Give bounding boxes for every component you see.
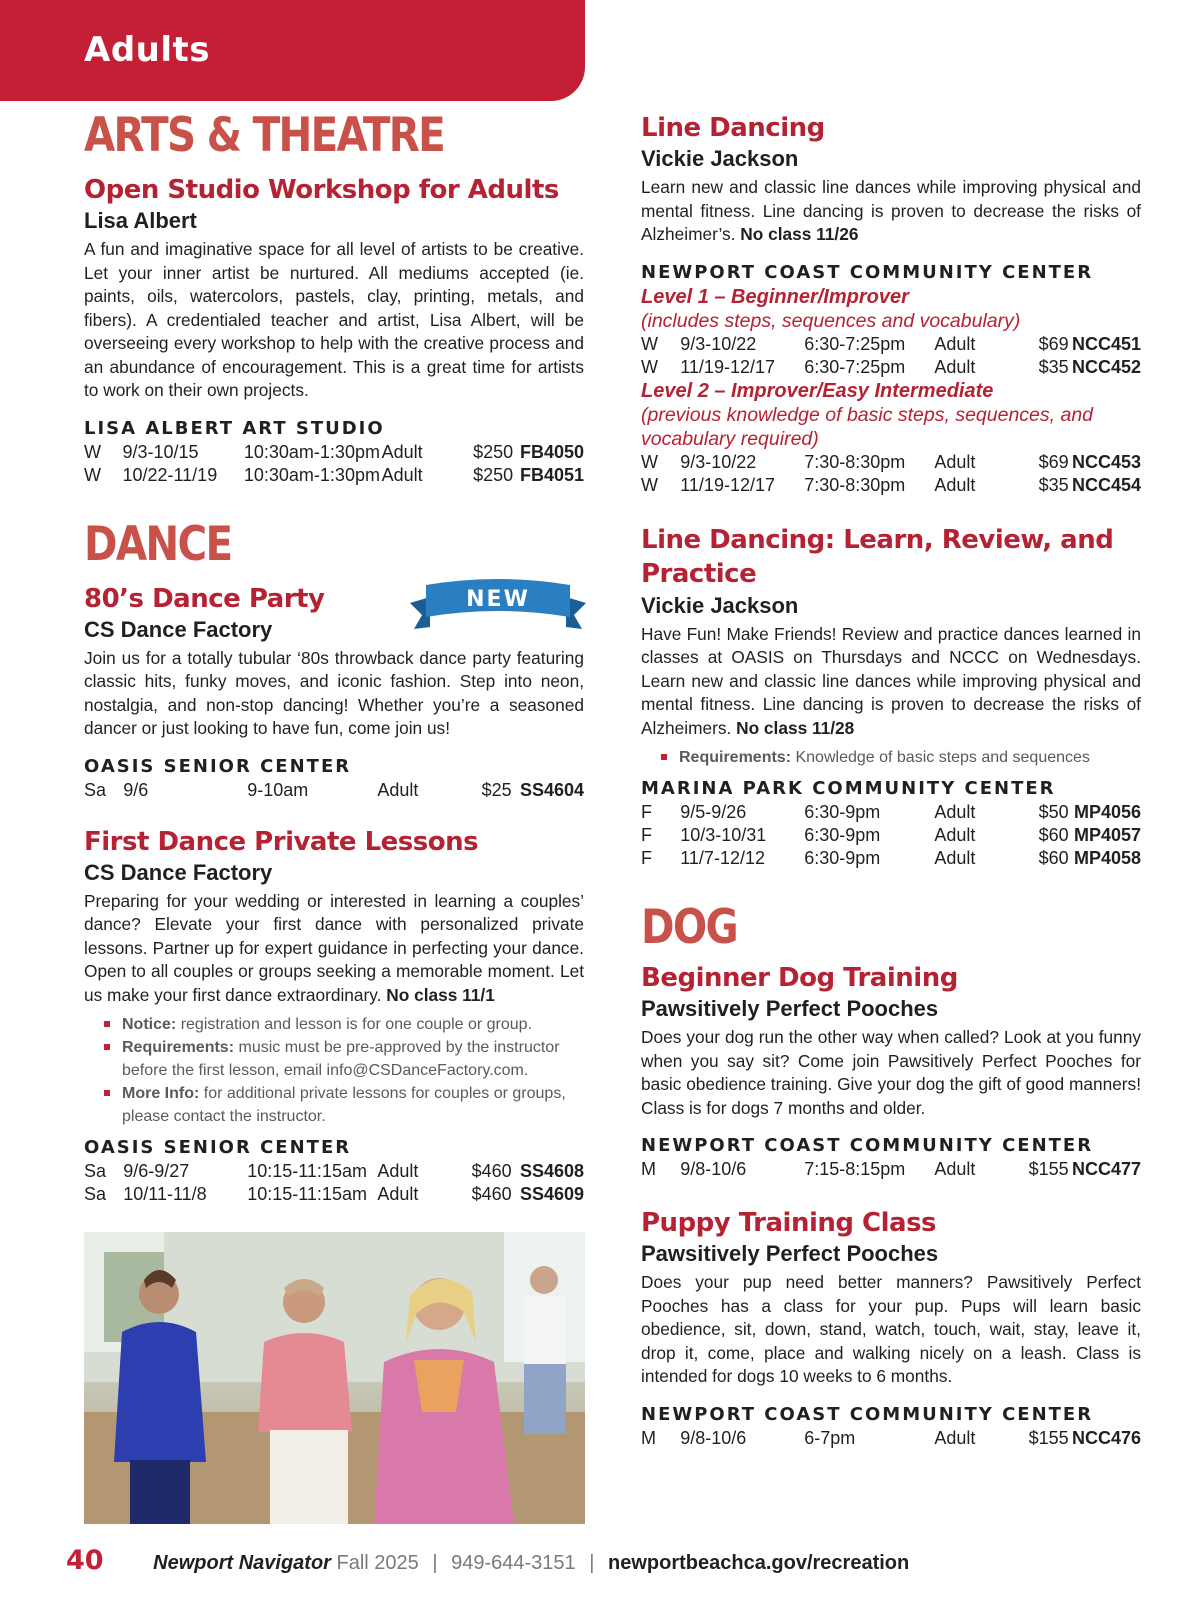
footer-separator: |	[432, 1552, 438, 1574]
course-code[interactable]: SS4609	[519, 1184, 584, 1204]
course-title: 80’s Dance Party	[84, 583, 325, 614]
page-number: 40	[66, 1545, 104, 1576]
course-code[interactable]: SS4608	[519, 1161, 584, 1181]
schedule-row	[84, 1160, 584, 1183]
dates: 11/19-12/17	[680, 474, 775, 495]
schedule-table	[84, 441, 584, 487]
course-beginner-dog-training	[641, 962, 1141, 1181]
note-label: More Info:	[122, 1085, 200, 1102]
left-column	[84, 108, 584, 1206]
course-puppy-training	[641, 1207, 1141, 1450]
course-title: First Dance Private Lessons	[84, 826, 479, 857]
list-item	[679, 746, 1141, 769]
page-footer	[66, 1545, 909, 1576]
time: 6:30-9pm	[804, 825, 881, 845]
phone-number[interactable]: 949-644-3151	[451, 1552, 576, 1574]
time: 9-10am	[247, 779, 309, 800]
course-title: Line Dancing	[641, 113, 825, 143]
no-class-note: No class 11/1	[386, 984, 495, 1005]
course-description: Does your dog run the other way when called? Look at you funny when you say sit? Come join Pawsitively Perfect Pooches for basic obedience training. Give your dog the gift of good manners! Class is for dogs 7 months and older.	[641, 1027, 1141, 1118]
age: Adult	[934, 451, 976, 472]
course-code[interactable]: MP4056	[1073, 802, 1141, 822]
dates: 9/3-10/22	[680, 451, 757, 472]
instructor-name: Vickie Jackson	[641, 146, 799, 171]
dancers-photo	[84, 1232, 585, 1524]
schedule-table	[641, 1427, 1141, 1450]
course-code[interactable]: MP4058	[1073, 848, 1141, 868]
level-note: (includes steps, sequences and vocabulary)	[641, 309, 1021, 332]
fee: $460	[471, 1161, 512, 1181]
note-text: for additional private lessons for couples or groups, please contact the instructor.	[122, 1085, 566, 1125]
day: M	[641, 1159, 656, 1179]
schedule-table	[84, 779, 584, 802]
instructor-name: Vickie Jackson	[641, 592, 799, 618]
schedule-row	[641, 801, 1141, 824]
course-description	[84, 890, 584, 1008]
dates: 11/19-12/17	[680, 356, 775, 377]
day: W	[641, 356, 658, 377]
schedule-row	[641, 824, 1141, 847]
fee: $69	[1038, 451, 1069, 472]
day: W	[641, 333, 658, 354]
time: 7:30-8:30pm	[804, 451, 906, 472]
instructor-name: Lisa Albert	[84, 208, 197, 233]
location-name: LISA ALBERT ART STUDIO	[84, 417, 385, 439]
level-title: Level 1 – Beginner/Improver	[641, 285, 909, 308]
fee: $25	[481, 779, 512, 800]
website-link[interactable]: newportbeachca.gov/recreation	[608, 1552, 910, 1574]
schedule-row	[641, 451, 1141, 474]
time: 10:15-11:15am	[247, 1161, 367, 1181]
schedule-row	[84, 441, 584, 464]
age: Adult	[377, 779, 419, 800]
time: 6-7pm	[804, 1427, 856, 1448]
location-name: NEWPORT COAST COMMUNITY CENTER	[641, 1135, 1094, 1156]
course-line-dancing-review	[641, 523, 1141, 871]
age: Adult	[934, 356, 976, 377]
day: W	[84, 464, 101, 485]
time: 10:15-11:15am	[247, 1184, 367, 1204]
schedule-table	[641, 801, 1141, 870]
fee: $35	[1038, 474, 1069, 495]
dates: 9/3-10/15	[122, 441, 199, 462]
course-code[interactable]: FB4051	[519, 464, 584, 485]
list-item	[122, 1013, 584, 1036]
age: Adult	[934, 802, 976, 822]
dancers-photo-graphic	[84, 1232, 585, 1524]
dates: 9/6-9/27	[123, 1161, 190, 1181]
age: Adult	[377, 1184, 419, 1204]
description-text: Learn new and classic line dances while improving physical and mental fitness. Line dancing is proven to decrease the risks of Alzheimer’s.	[641, 177, 1141, 244]
fee: $460	[471, 1184, 512, 1204]
fee: $250	[473, 441, 514, 462]
dates: 11/7-12/12	[680, 848, 765, 868]
instructor-name: Pawsitively Perfect Pooches	[641, 996, 939, 1021]
course-description	[641, 176, 1141, 247]
schedule-row	[84, 1183, 584, 1206]
fee: $60	[1038, 848, 1069, 868]
location-name: OASIS SENIOR CENTER	[84, 1137, 352, 1158]
course-title: Line Dancing: Learn, Review, and Practice	[641, 524, 1114, 589]
magazine-title: Newport Navigator	[153, 1552, 331, 1574]
course-description: Does your pup need better manners? Pawsitively Perfect Pooches has a class for your pup. Pups will learn basic obedience, sit, down, stand, watch, touch, wait, stay, leave it, drop it, come, place and walking nicely on a leash. Class is intended for dogs 10 weeks to 6 months.	[641, 1272, 1141, 1386]
dates: 10/22-11/19	[122, 464, 218, 485]
section-tab-label: Adults	[84, 30, 211, 70]
note-text: Knowledge of basic steps and sequences	[795, 749, 1090, 766]
fee: $60	[1038, 825, 1069, 845]
location-name: NEWPORT COAST COMMUNITY CENTER	[641, 1403, 1094, 1425]
day: F	[641, 848, 652, 868]
dates: 10/11-11/8	[123, 1184, 207, 1204]
fee: $35	[1038, 356, 1069, 377]
course-title: Open Studio Workshop for Adults	[84, 175, 559, 205]
section-tab	[0, 0, 585, 101]
instructor-name: Pawsitively Perfect Pooches	[641, 1241, 939, 1266]
time: 10:30am-1:30pm	[243, 464, 380, 485]
course-code[interactable]: SS4604	[519, 779, 584, 800]
dance-heading: DANCE	[84, 516, 232, 572]
time: 6:30-7:25pm	[804, 356, 906, 377]
course-description: A fun and imaginative space for all level of artists to be creative. Let your inner artist be nurtured. All mediums accepted (ie. paints, oils, watercolors, pastels, clay, printing, metals, and fibers). A credentialed teacher and artist, Lisa Albert, will be overseeing every workshop to help with the creative process and an abundance of encouragement. This is a great time for artists to work on their own projects.	[84, 239, 584, 400]
dates: 9/8-10/6	[680, 1427, 747, 1448]
fee: $155	[1028, 1159, 1069, 1179]
description-text: Have Fun! Make Friends! Review and practice dances learned in classes at OASIS on Thursdays and NCCC on Wednesdays. Learn new and classic line dances while improving physical and mental fitness. Line dancing is proven to decrease the risks of Alzheimers.	[641, 623, 1141, 738]
course-code[interactable]: NCC452	[1071, 356, 1141, 377]
note-text: registration and lesson is for one couple or group.	[180, 1016, 533, 1033]
age: Adult	[934, 474, 976, 495]
age: Adult	[934, 1427, 976, 1448]
age: Adult	[934, 1159, 976, 1179]
course-description	[641, 623, 1141, 741]
age: Adult	[377, 1161, 419, 1181]
time: 10:30am-1:30pm	[243, 441, 380, 462]
course-code[interactable]: FB4050	[519, 441, 584, 462]
schedule-table	[641, 1158, 1141, 1181]
schedule-row	[84, 464, 584, 487]
note-text: music must be pre-approved by the instructor before the first lesson, email info@CSDanceFactory.com.	[122, 1039, 560, 1079]
instructor-name: CS Dance Factory	[84, 859, 273, 885]
age: Adult	[934, 825, 976, 845]
course-open-studio	[84, 174, 584, 487]
course-first-dance	[84, 826, 584, 1207]
schedule-table	[84, 1160, 584, 1206]
schedule-row	[641, 356, 1141, 379]
course-line-dancing	[641, 112, 1141, 497]
arts-heading: ARTS & THEATRE	[84, 108, 445, 163]
course-title: Puppy Training Class	[641, 1208, 937, 1238]
time: 7:15-8:15pm	[804, 1159, 906, 1179]
fee: $250	[473, 464, 514, 485]
dates: 9/8-10/6	[680, 1159, 747, 1179]
location-name: OASIS SENIOR CENTER	[84, 755, 352, 777]
no-class-note: No class 11/26	[740, 224, 859, 244]
course-title: Beginner Dog Training	[641, 963, 958, 993]
age: Adult	[934, 333, 976, 354]
time: 6:30-9pm	[804, 848, 881, 868]
list-item	[122, 1036, 584, 1082]
time: 6:30-7:25pm	[804, 333, 906, 354]
dates: 9/5-9/26	[680, 802, 747, 822]
age: Adult	[381, 441, 423, 462]
footer-separator: |	[589, 1552, 595, 1574]
schedule-table	[641, 451, 1141, 497]
day: Sa	[84, 1184, 107, 1204]
instructor-name: CS Dance Factory	[84, 616, 273, 642]
age: Adult	[381, 464, 423, 485]
note-label: Requirements:	[679, 749, 792, 766]
schedule-row	[84, 779, 584, 802]
schedule-row	[641, 333, 1141, 356]
day: Sa	[84, 779, 107, 800]
new-ribbon-badge	[410, 575, 586, 639]
schedule-row	[641, 1427, 1141, 1450]
schedule-row	[641, 1158, 1141, 1181]
time: 6:30-9pm	[804, 802, 881, 822]
location-name: NEWPORT COAST COMMUNITY CENTER	[641, 261, 1094, 283]
fee: $69	[1038, 333, 1069, 354]
notes-list	[84, 1013, 584, 1128]
course-code[interactable]: NCC476	[1071, 1427, 1141, 1448]
age: Adult	[934, 848, 976, 868]
day: W	[641, 451, 658, 472]
course-code[interactable]: NCC454	[1071, 474, 1141, 495]
fee: $155	[1028, 1427, 1069, 1448]
time: 7:30-8:30pm	[804, 474, 906, 495]
day: M	[641, 1427, 656, 1448]
dates: 9/6	[123, 779, 149, 800]
dates: 10/3-10/31	[680, 825, 767, 845]
no-class-note: No class 11/28	[736, 717, 855, 738]
day: Sa	[84, 1161, 107, 1181]
schedule-row	[641, 847, 1141, 870]
new-badge-text: NEW	[466, 587, 530, 612]
schedule-table	[641, 333, 1141, 379]
level-title: Level 2 – Improver/Easy Intermediate	[641, 379, 994, 402]
day: F	[641, 802, 652, 822]
description-text: Preparing for your wedding or interested in learning a couples’ dance? Elevate your first dance with personalized private lessons. Partner up for expert guidance in perfecting your dance. Open to all couples or groups seeking a memorable moment. Let us make your first dance extraordinary.	[84, 890, 584, 1005]
course-code[interactable]: NCC453	[1071, 451, 1141, 472]
note-label: Requirements:	[122, 1039, 235, 1056]
course-description: Join us for a totally tubular ‘80s throwback dance party featuring classic hits, funky moves, and iconic fashion. Step into neon, nostalgia, and non-stop dancing! Whether you’re a seasoned dancer or just looking to have fun, come join us!	[84, 647, 584, 738]
dog-heading: DOG	[641, 900, 737, 955]
fee: $50	[1038, 802, 1069, 822]
list-item	[122, 1082, 584, 1128]
dates: 9/3-10/22	[680, 333, 757, 354]
course-code[interactable]: NCC477	[1071, 1159, 1141, 1179]
notes-list	[641, 746, 1141, 769]
note-label: Notice:	[122, 1016, 177, 1033]
schedule-row	[641, 474, 1141, 497]
day: F	[641, 825, 652, 845]
location-name: MARINA PARK COMMUNITY CENTER	[641, 778, 1056, 799]
course-code[interactable]: MP4057	[1073, 825, 1141, 845]
level-note: (previous knowledge of basic steps, sequences, and vocabulary required)	[641, 403, 1094, 450]
day: W	[84, 441, 101, 462]
day: W	[641, 474, 658, 495]
right-column	[641, 112, 1141, 1450]
course-code[interactable]: NCC451	[1071, 333, 1141, 354]
season: Fall 2025	[336, 1552, 419, 1574]
